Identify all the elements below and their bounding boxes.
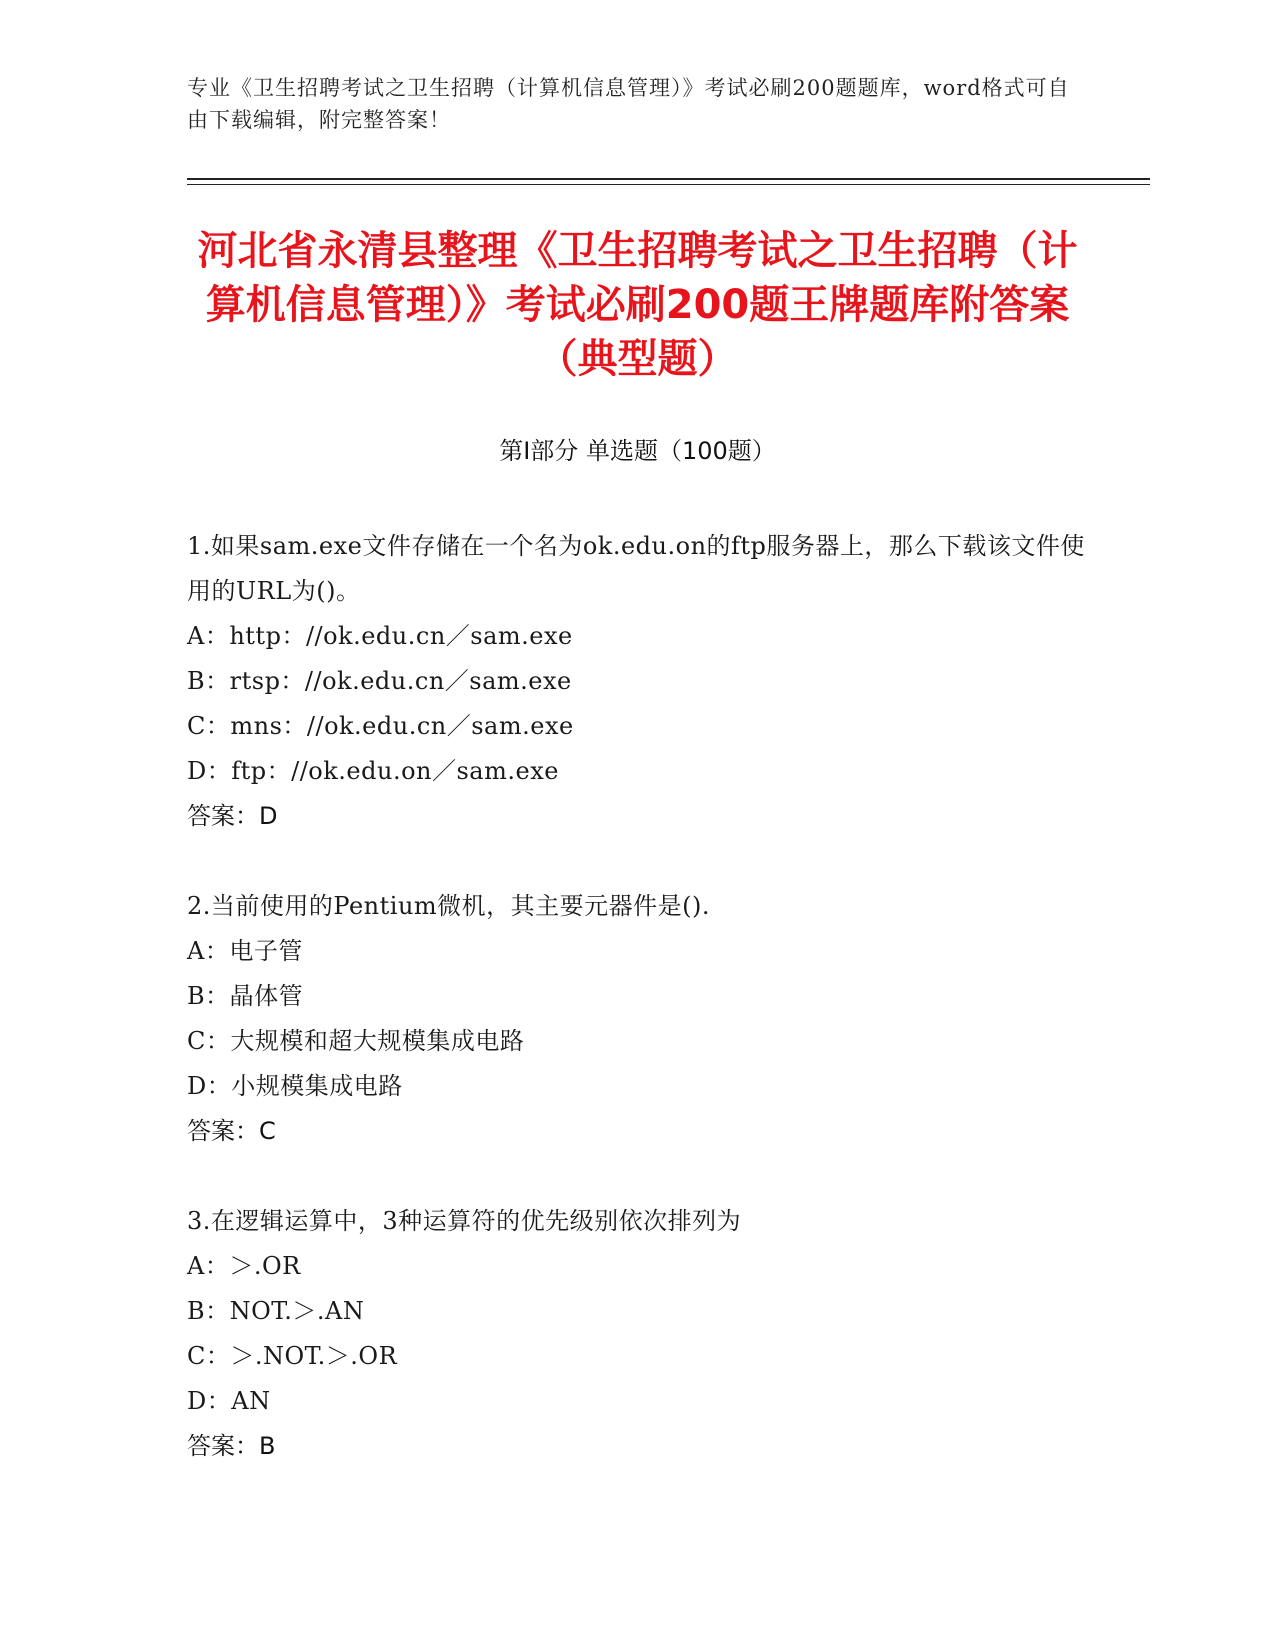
question-stem: 1.如果sam.exe文件存储在一个名为ok.edu.on的ftp服务器上，那么下载该文件使用的URL为()。 (187, 532, 1085, 605)
option-c: C：mns：//ok.edu.cn／sam.exe (187, 712, 574, 740)
option-b: B：晶体管 (187, 982, 304, 1010)
option-c: C：大规模和超大规模集成电路 (187, 1027, 525, 1055)
question-stem: 3.在逻辑运算中，3种运算符的优先级别依次排列为 (187, 1207, 742, 1235)
section-title: 第Ⅰ部分 单选题（100题） (499, 437, 776, 465)
question-stem: 2.当前使用的Pentium微机，其主要元器件是(). (187, 892, 711, 920)
option-b: B：rtsp：//ok.edu.cn／sam.exe (187, 667, 572, 695)
question-1 (187, 524, 1087, 839)
question-2 (187, 884, 1087, 1154)
option-d: D：ftp：//ok.edu.on／sam.exe (187, 757, 559, 785)
answer-line: 答案：C (187, 1117, 276, 1145)
option-d: D：小规模集成电路 (187, 1072, 403, 1100)
document-title: 河北省永清县整理《卫生招聘考试之卫生招聘（计算机信息管理）》考试必刷200题王牌题库附答案（典型题） (197, 228, 1078, 382)
question-3 (187, 1199, 1087, 1469)
answer-line: 答案：B (187, 1432, 276, 1460)
answer-line: 答案：D (187, 802, 278, 830)
option-a: A：电子管 (187, 937, 303, 965)
option-c: C：＞.NOT.＞.OR (187, 1342, 398, 1370)
header-divider-thin (187, 184, 1150, 185)
option-b: B：NOT.＞.AN (187, 1297, 365, 1325)
header-divider-thick (187, 178, 1150, 180)
header-note: 专业《卫生招聘考试之卫生招聘（计算机信息管理）》考试必刷200题题库，word格式可自由下载编辑，附完整答案！ (187, 76, 1070, 132)
option-a: A：＞.OR (187, 1252, 301, 1280)
question-list (187, 524, 1087, 1514)
option-d: D：AN (187, 1387, 271, 1415)
option-a: A：http：//ok.edu.cn／sam.exe (187, 622, 573, 650)
